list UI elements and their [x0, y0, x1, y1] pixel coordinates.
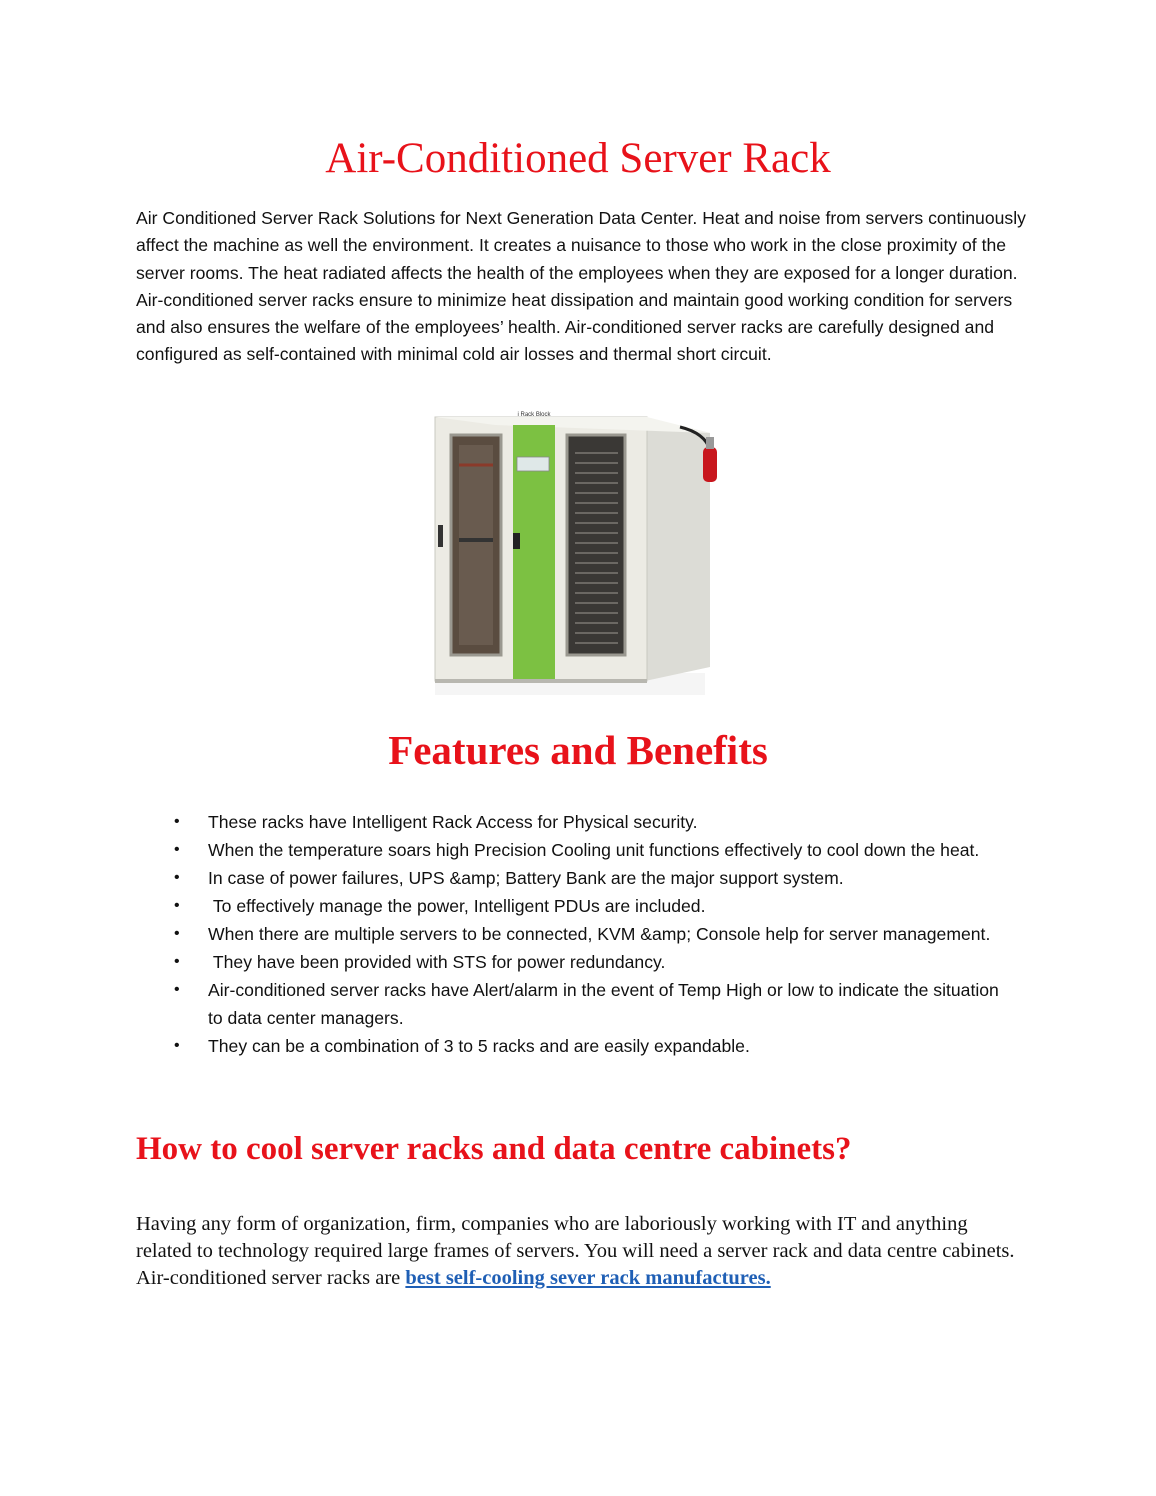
list-item: [174, 836, 1018, 864]
bullet-icon: •: [174, 813, 180, 830]
list-item-text: When the temperature soars high Precision Cooling unit functions effectively to cool down the heat.: [208, 840, 980, 860]
list-item-text: In case of power failures, UPS &amp; Battery Bank are the major support system.: [208, 868, 844, 888]
list-item-text: To effectively manage the power, Intelligent PDUs are included.: [208, 896, 706, 916]
rack-brand-label: i Rack Block: [517, 412, 551, 418]
list-item-text: When there are multiple servers to be connected, KVM &amp; Console help for server management.: [208, 924, 991, 944]
list-item: [174, 1032, 1018, 1060]
list-item-text: They can be a combination of 3 to 5 racks and are easily expandable.: [208, 1036, 750, 1056]
bullet-icon: •: [174, 841, 180, 858]
list-item: [174, 976, 1018, 1032]
bullet-icon: •: [174, 869, 180, 886]
bullet-icon: •: [174, 925, 180, 942]
manufacturers-link[interactable]: best self-cooling sever rack manufactures.: [405, 1267, 771, 1289]
list-item: [174, 864, 1018, 892]
cooling-paragraph: [136, 1211, 1026, 1292]
list-item: [174, 808, 1018, 836]
page-title: Air-Conditioned Server Rack: [325, 135, 831, 182]
features-list: [174, 808, 1018, 1060]
list-item: [174, 948, 1018, 976]
list-item-text: Air-conditioned server racks have Alert/alarm in the event of Temp High or low to indicate the situation to data center managers.: [208, 980, 999, 1028]
intro-paragraph: Air Conditioned Server Rack Solutions for Next Generation Data Center. Heat and noise from servers continuously affect the machine as well the environment. It creates a nuisance to those who work in the close proximity of the server rooms. The heat radiated affects the health of the employees when they are exposed for a longer duration. Air-conditioned server racks ensure to minimize heat dissipation and maintain good working condition for servers and also ensures the welfare of the employees’ health. Air-conditioned server racks are carefully designed and configured as self-contained with minimal cold air losses and thermal short circuit.: [136, 208, 1026, 365]
cooling-text: Having any form of organization, firm, companies who are laboriously working with IT and anything related to technology required large frames of servers. You will need a server rack and data centre cabinets. Air-conditioned server racks are: [136, 1213, 1019, 1289]
bullet-icon: •: [174, 897, 180, 914]
cooling-heading: How to cool server racks and data centre cabinets?: [136, 1131, 852, 1167]
bullet-icon: •: [174, 953, 180, 970]
list-item: [174, 920, 1018, 948]
list-item: [174, 892, 1018, 920]
features-heading: Features and Benefits: [388, 727, 768, 773]
list-item-text: These racks have Intelligent Rack Access for Physical security.: [208, 812, 698, 832]
list-item-text: They have been provided with STS for power redundancy.: [208, 952, 666, 972]
bullet-icon: •: [174, 981, 180, 998]
server-rack-image: [425, 405, 730, 697]
bullet-icon: •: [174, 1037, 180, 1054]
